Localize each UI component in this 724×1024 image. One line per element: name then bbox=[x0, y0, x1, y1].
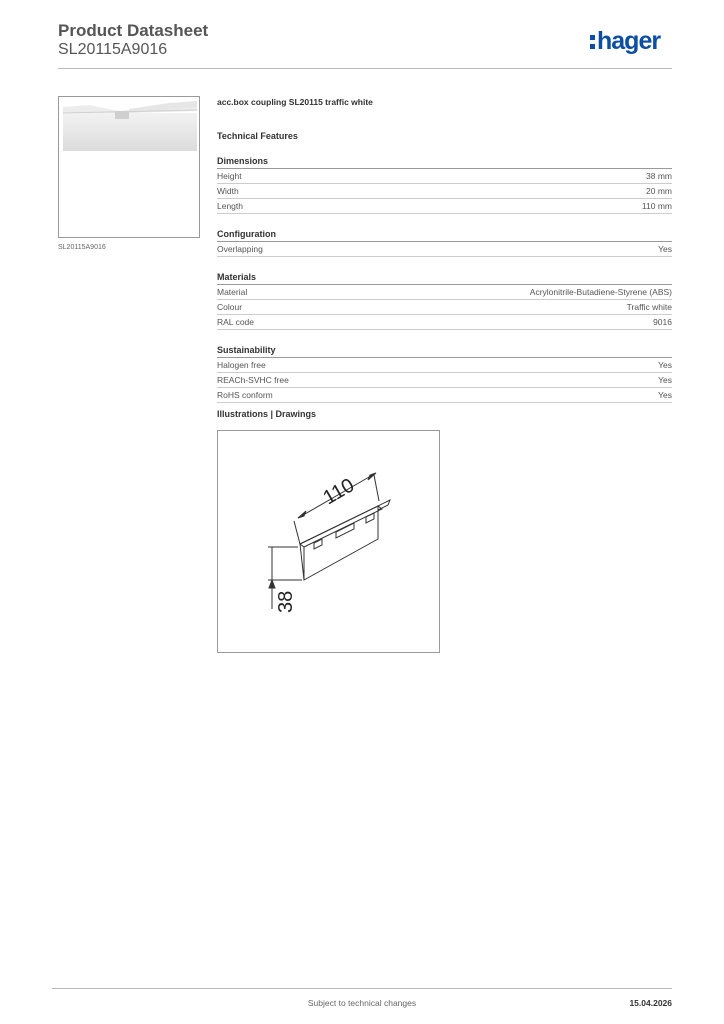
footer-divider bbox=[52, 988, 672, 989]
spec-label: REACh-SVHC free bbox=[217, 375, 289, 385]
spec-row bbox=[217, 199, 672, 214]
product-photo-icon bbox=[59, 97, 199, 237]
spec-row bbox=[217, 169, 672, 184]
spec-label: Colour bbox=[217, 302, 243, 312]
product-name: acc.box coupling SL20115 traffic white bbox=[217, 97, 373, 107]
hager-logo bbox=[590, 27, 660, 55]
technical-features-heading: Technical Features bbox=[217, 131, 298, 141]
spec-value: 9016 bbox=[653, 317, 672, 327]
spec-value: Yes bbox=[658, 244, 672, 254]
spec-label: Height bbox=[217, 171, 242, 181]
spec-row bbox=[217, 184, 672, 199]
spec-row bbox=[217, 242, 672, 257]
section-sustainability bbox=[217, 344, 672, 403]
logo-text: hager bbox=[597, 27, 661, 55]
section-configuration bbox=[217, 228, 672, 257]
spec-row bbox=[217, 285, 672, 300]
section-title: Materials bbox=[217, 271, 672, 285]
spec-value: Yes bbox=[658, 360, 672, 370]
spec-panel bbox=[217, 96, 672, 403]
spec-value: 38 mm bbox=[646, 171, 672, 181]
illustrations-heading: Illustrations | Drawings bbox=[217, 409, 317, 419]
spec-value: Yes bbox=[658, 375, 672, 385]
header-divider bbox=[58, 68, 672, 69]
spec-label: Material bbox=[217, 287, 248, 297]
spec-row bbox=[217, 388, 672, 403]
spec-value: Acrylonitrile-Butadiene-Styrene (ABS) bbox=[529, 287, 672, 297]
section-dimensions bbox=[217, 155, 672, 214]
height-dimension-label: 38 bbox=[275, 590, 297, 613]
product-image-caption: SL20115A9016 bbox=[58, 244, 106, 251]
spec-label: Length bbox=[217, 201, 243, 211]
spec-label: Width bbox=[217, 186, 239, 196]
product-code: SL20115A9016 bbox=[58, 41, 168, 58]
technical-drawing bbox=[217, 430, 440, 653]
spec-label: RoHS conform bbox=[217, 390, 273, 400]
spec-row bbox=[217, 373, 672, 388]
spec-label: Halogen free bbox=[217, 360, 266, 370]
length-dimension-label: 110 bbox=[319, 474, 359, 510]
product-image bbox=[58, 96, 200, 238]
spec-value: Traffic white bbox=[626, 302, 672, 312]
section-materials bbox=[217, 271, 672, 330]
spec-label: Overlapping bbox=[217, 244, 263, 254]
section-title: Sustainability bbox=[217, 344, 672, 358]
section-title: Dimensions bbox=[217, 155, 672, 169]
dimension-drawing-icon bbox=[218, 431, 439, 652]
spec-row bbox=[217, 358, 672, 373]
spec-row bbox=[217, 315, 672, 330]
page-title: Product Datasheet bbox=[58, 21, 209, 40]
spec-label: RAL code bbox=[217, 317, 255, 327]
footer-note: Subject to technical changes bbox=[307, 998, 417, 1008]
spec-value: Yes bbox=[658, 390, 672, 400]
logo-dots-icon bbox=[590, 32, 595, 50]
spec-value: 110 mm bbox=[641, 201, 672, 211]
spec-value: 20 mm bbox=[646, 186, 672, 196]
spec-row bbox=[217, 300, 672, 315]
footer-date: 15.04.2026 bbox=[629, 998, 672, 1008]
section-title: Configuration bbox=[217, 228, 672, 242]
